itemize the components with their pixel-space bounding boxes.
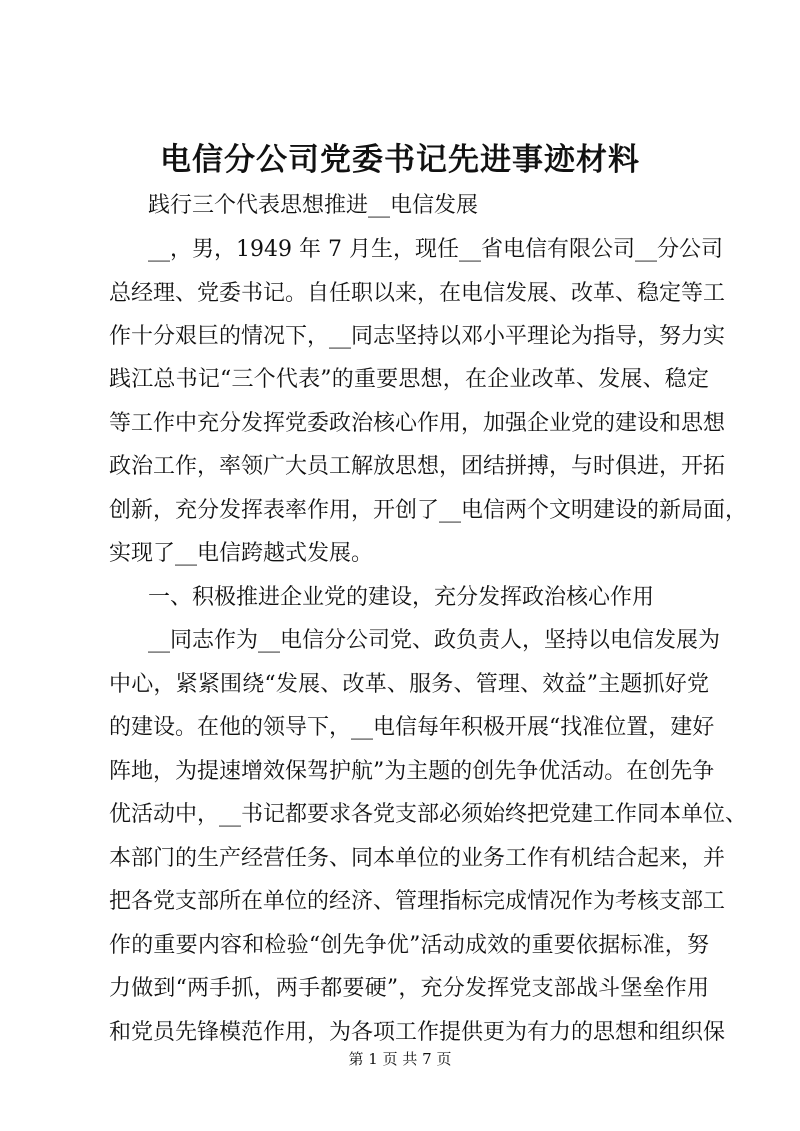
paragraph-line: 和党员先锋模范作用，为各项工作提供更为有力的思想和组织保 xyxy=(109,1020,726,1045)
paragraph-line: 作的重要内容和检验“创先争优”活动成效的重要依据标准，努 xyxy=(109,933,709,958)
paragraph-line: 政治工作，率领广大员工解放思想，团结拼搏，与时俱进，开拓 xyxy=(109,454,726,479)
paragraph-line: 阵地，为提速增效保驾护航”为主题的创先争优活动。在创先争 xyxy=(109,759,715,784)
paragraph-line: 优活动中，__书记都要求各党支部必须始终把党建工作同本单位、 xyxy=(109,802,748,827)
paragraph-line: 总经理、党委书记。自任职以来，在电信发展、改革、稳定等工 xyxy=(109,281,726,306)
section-heading: 一、积极推进企业党的建设，充分发挥政治核心作用 xyxy=(148,585,655,610)
paragraph-line: 把各党支部所在单位的经济、管理指标完成情况作为考核支部工 xyxy=(109,889,726,914)
document-title: 电信分公司党委书记先进事迹材料 xyxy=(160,142,640,178)
document-subtitle: 践行三个代表思想推进__电信发展 xyxy=(148,193,479,218)
paragraph-line: __，男，1949 年 7 月生，现任__省电信有限公司__分公司 xyxy=(148,237,723,262)
paragraph-line: 的建设。在他的领导下，__电信每年积极开展“找准位置，建好 xyxy=(109,715,715,740)
paragraph-line: 实现了__电信跨越式发展。 xyxy=(109,541,374,566)
paragraph-line: 创新，充分发挥表率作用，开创了__电信两个文明建设的新局面， xyxy=(109,498,748,523)
paragraph-line: __同志作为__电信分公司党、政负责人，坚持以电信发展为 xyxy=(148,628,721,653)
paragraph-line: 作十分艰巨的情况下，__同志坚持以邓小平理论为指导，努力实 xyxy=(109,324,726,349)
page-number-footer: 第 1 页 共 7 页 xyxy=(348,1050,452,1068)
paragraph-line: 践江总书记“三个代表”的重要思想，在企业改革、发展、稳定 xyxy=(109,367,709,392)
paragraph-line: 等工作中充分发挥党委政治核心作用，加强企业党的建设和思想 xyxy=(109,411,726,436)
paragraph-line: 本部门的生产经营任务、同本单位的业务工作有机结合起来，并 xyxy=(109,846,726,871)
paragraph-line: 力做到“两手抓，两手都要硬”，充分发挥党支部战斗堡垒作用 xyxy=(109,976,709,1001)
paragraph-line: 中心，紧紧围绕“发展、改革、服务、管理、效益”主题抓好党 xyxy=(109,672,709,697)
